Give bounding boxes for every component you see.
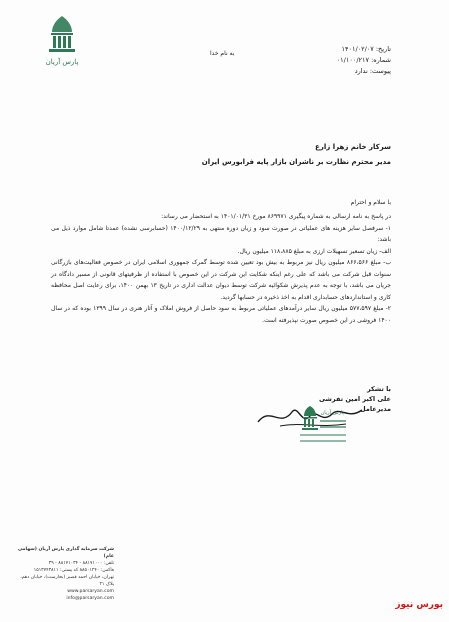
footer-line: تلفن: ۸۸۱۷۱۰۰۰ - ۸۸۱۷۱۰۳۴ - ۳۹ — [48, 561, 114, 566]
paragraph: ۱- سرفصل سایر هزینه های عملیاتی در صورت سود و زیان دوره منتهی به ۱۴۰۰/۱۲/۲۹ (حسابرسی نشده) عمدتا شامل موارد ذیل می باشد: — [51, 224, 391, 243]
footer-line: تهران، خیابان احمد قصیر (بخارست)، خیابان دهم، پلاک ۲۱ — [20, 575, 114, 587]
letter-date: تاریخ: ۱۴۰۱/۰۲/۰۷ — [341, 45, 391, 53]
footer-company: شرکت سرمایه گذاری پارس آریان (سهامی عام) — [17, 547, 114, 559]
paragraph: ۲- مبلغ ۵۷۷،۵۹۷ میلیون ریال سایر درآمدهای عملیاتی مربوط به سود حاصل از فروش املاک و آثار هنری در سال ۱۳۹۹ بوده که در سال ۱۴۰۰ فروشی در این خصوص صورت نپذیرفته است. — [51, 305, 391, 324]
company-logo — [42, 14, 82, 54]
paragraph: ب- مبلغ ۸۶۶،۵۶۶ میلیون ریال نیز مربوط به بیش بود تعیین شده توسط گمرک جمهوری اسلامی ایران در خصوص فعالیت‌های بازرگانی سنوات قبل شرکت می باشد که علی رغم اینکه شکایت این شرکت در این خصوص با استفاده از ظرفیتهای قانونی از مسیر دادگاه در جریان می باشد، با توجه به عدم پذیرش شکوائیه شرکت توسط دیوان عدالت اداری در تاریخ ۱۳ بهمن ۱۴۰۰، برای رعایت اصل محافظه کاری و استانداردهای حسابداری اقدام به اخذ ذخیره در حسابها گردید. — [51, 259, 391, 301]
logo-caption: پارس آریان — [45, 58, 79, 66]
recipient-title: مدیر محترم نظارت بر ناشران بازار پایه فرابورس ایران — [201, 158, 391, 166]
paragraph: در پاسخ به نامه ارسالی به شماره پیگیری ۸۶۹۹۷۱ مورخ ۱۴۰۱/۰۱/۳۱ به استحضار می رساند: — [161, 213, 391, 220]
basmala: به نام خدا — [210, 50, 235, 57]
watermark: بورس نیوز — [395, 600, 443, 610]
paragraph: الف- زیان تسعیر تسهیلات ارزی به مبلغ ۱۱۸،۸۸۵ میلیون ریال. — [237, 247, 391, 255]
letter-body — [51, 211, 391, 326]
signer-role: مدیرعامل — [360, 405, 391, 413]
letter-attachment: پیوست: ندارد — [354, 67, 391, 75]
footer-line: فاکس: ۸۸۵۰۱۲۴۰ کد پستی: ۱۵۱۳۷۴۳۸۱۱ — [33, 568, 114, 573]
recipient-name: سرکار خانم زهرا زارع — [315, 143, 391, 151]
footer-website: www.parsaryan.com — [67, 589, 114, 594]
signer-name: علی اکبر امین تفرشی — [318, 395, 391, 403]
closing: با تشکر — [366, 385, 391, 393]
letter-meta — [337, 44, 391, 77]
stamp-text: پارس آریان — [320, 410, 344, 416]
letter-number: شماره: ۰۱/۱۰۰/۲۱۷ — [336, 56, 391, 64]
company-stamp — [296, 404, 348, 448]
recipient — [202, 140, 391, 170]
footer-email: info@parsaryan.com — [66, 596, 114, 601]
greeting: با سلام و احترام — [350, 199, 391, 206]
footer — [14, 546, 114, 602]
